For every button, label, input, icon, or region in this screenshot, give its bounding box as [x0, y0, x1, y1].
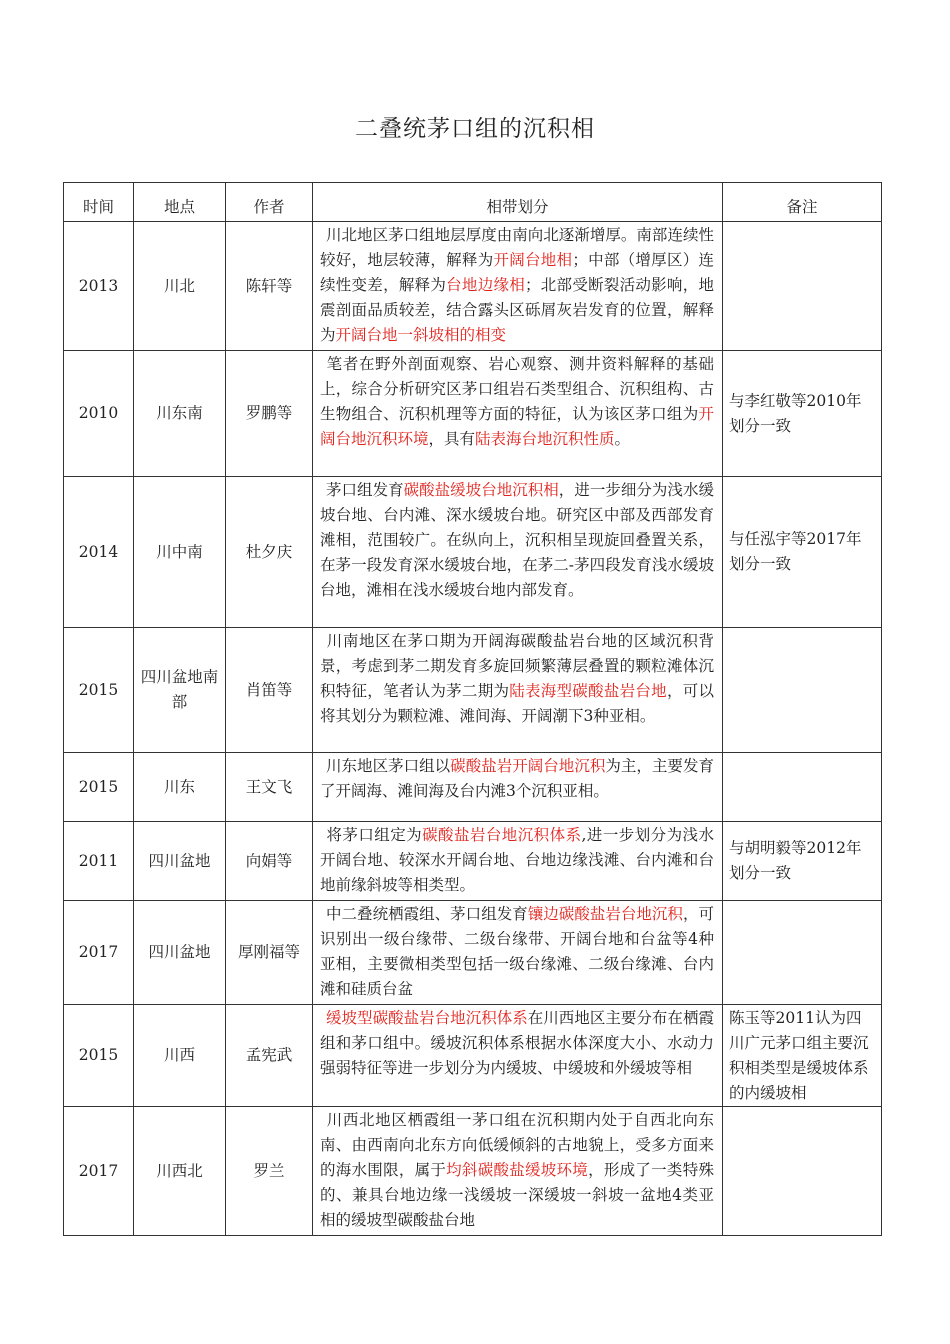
header-place: 地点: [134, 183, 226, 222]
facies-text: ，进一步细分为浅水缓坡台地、台内滩、深水缓坡台地。研究区中部及西部发育滩相，范围较广。在纵向上，沉积相呈现旋回叠置关系，在茅一段发育深水缓坡台地，在茅二-茅四段发育浅水缓坡台地，滩相在浅水缓坡台地内部发育。: [320, 481, 714, 599]
year-cell: 2015: [64, 1005, 134, 1107]
year-cell: 2011: [64, 822, 134, 901]
header-note: 备注: [723, 183, 882, 222]
table-row: [64, 351, 882, 477]
header-facies: 相带划分: [313, 183, 723, 222]
author-cell: 孟宪武: [226, 1005, 313, 1107]
author-cell: 王文飞: [226, 753, 313, 822]
author-cell: 肖笛等: [226, 628, 313, 753]
facies-text: 茅口组发育: [326, 481, 404, 499]
year-cell: 2014: [64, 477, 134, 628]
sedimentary-facies-table: [63, 182, 882, 1236]
note-cell: 与任泓宇等2017年划分一致: [723, 477, 882, 628]
header-time: 时间: [64, 183, 134, 222]
facies-highlight: 碳酸盐岩台地沉积体系: [422, 826, 582, 844]
facies-text: 在川西地区主要分布在栖霞组和茅口组中。缓坡沉积体系根据水体深度大小、水动力强弱特征等进一步划分为内缓坡、中缓坡和外缓坡等相: [320, 1009, 714, 1077]
place-cell: 四川盆地: [134, 822, 226, 901]
year-cell: 2015: [64, 753, 134, 822]
author-cell: 杜夕庆: [226, 477, 313, 628]
facies-cell: [313, 1107, 723, 1236]
author-cell: 罗兰: [226, 1107, 313, 1236]
table-row: [64, 222, 882, 351]
place-cell: 川东南: [134, 351, 226, 477]
table-row: [64, 1107, 882, 1236]
facies-highlight: 陆表海型碳酸盐岩台地: [509, 682, 667, 700]
facies-highlight: 碳酸盐岩开阔台地沉积: [450, 757, 606, 775]
facies-cell: [313, 351, 723, 477]
table-row: [64, 477, 882, 628]
note-cell: [723, 222, 882, 351]
year-cell: 2013: [64, 222, 134, 351]
facies-cell: [313, 822, 723, 901]
table-row: [64, 753, 882, 822]
year-cell: 2017: [64, 1107, 134, 1236]
facies-text: 笔者在野外剖面观察、岩心观察、测井资料解释的基础上，综合分析研究区茅口组岩石类型组合、沉积组构、古生物组合、沉积机理等方面的特征，认为该区茅口组为: [320, 355, 714, 423]
facies-cell: [313, 753, 723, 822]
facies-text: 川北地区茅口组地层厚度由南向北逐渐增厚。南部连续性较好，地层较薄，解释为: [320, 226, 714, 269]
note-cell: [723, 901, 882, 1005]
table-row: [64, 901, 882, 1005]
place-cell: 四川盆地: [134, 901, 226, 1005]
facies-text: ,进一步划分为浅水开阔台地、较深水开阔台地、台地边缘浅滩、台内滩和台地前缘斜坡等相类型。: [320, 826, 714, 894]
place-cell: 川中南: [134, 477, 226, 628]
facies-highlight: 碳酸盐缓坡台地沉积相: [403, 481, 559, 499]
author-cell: 罗鹏等: [226, 351, 313, 477]
table-row: [64, 628, 882, 753]
facies-cell: [313, 477, 723, 628]
facies-text: 川东地区茅口组以: [326, 757, 451, 775]
facies-cell: [313, 901, 723, 1005]
facies-text: ；北部受断裂活动影响，地震剖面品质较差，结合露头区砾屑灰岩发育的位置，解释为: [320, 276, 714, 344]
note-cell: 与胡明毅等2012年划分一致: [723, 822, 882, 901]
facies-cell: [313, 222, 723, 351]
facies-highlight: 均斜碳酸盐缓坡环境: [446, 1161, 589, 1179]
note-cell: [723, 1107, 882, 1236]
place-cell: 川东: [134, 753, 226, 822]
facies-text: 将茅口组定为: [326, 826, 423, 844]
facies-text: 中二叠统栖霞组、茅口组发育: [326, 905, 528, 923]
year-cell: 2017: [64, 901, 134, 1005]
facies-text: ；中部（增厚区）连续性变差，解释为: [320, 251, 714, 294]
place-cell: 川西北: [134, 1107, 226, 1236]
note-cell: [723, 753, 882, 822]
facies-text: 川西北地区栖霞组一茅口组在沉积期内处于自西北向东南、由西南向北东方向低缓倾斜的古地貌上，受多方面来的海水围限，属于: [320, 1111, 714, 1179]
facies-highlight: 镶边碳酸盐岩台地沉积: [527, 905, 683, 923]
facies-cell: [313, 1005, 723, 1107]
facies-text: 为主，主要发育了开阔海、滩间海及台内滩3个沉积亚相。: [320, 757, 714, 800]
facies-highlight: 开阔台地沉积环境: [320, 405, 714, 448]
facies-text: ，可识别出一级台缘带、二级台缘带、开阔台地和台盆等4种亚相，主要微相类型包括一级台缘滩、二级台缘滩、台内滩和硅质台盆: [320, 905, 714, 998]
facies-text: ，可以将其划分为颗粒滩、滩间海、开阔潮下3种亚相。: [320, 682, 714, 725]
year-cell: 2010: [64, 351, 134, 477]
table-row: [64, 1005, 882, 1107]
table-row: [64, 822, 882, 901]
facies-text: 。: [614, 430, 631, 448]
author-cell: 厚刚福等: [226, 901, 313, 1005]
facies-text: ，形成了一类特殊的、兼具台地边缘一浅缓坡一深缓坡一斜坡一盆地4类亚相的缓坡型碳酸盐台地: [320, 1161, 714, 1229]
facies-text: 川南地区在茅口期为开阔海碳酸盐岩台地的区域沉积背景，考虑到茅二期发育多旋回频繁薄层叠置的颗粒滩体沉积特征，笔者认为茅二期为: [320, 632, 714, 700]
note-cell: 陈玉等2011认为四川广元茅口组主要沉积相类型是缓坡体系的内缓坡相: [723, 1005, 882, 1107]
place-cell: 川北: [134, 222, 226, 351]
place-cell: 川西: [134, 1005, 226, 1107]
year-cell: 2015: [64, 628, 134, 753]
facies-highlight: 陆表海台地沉积性质: [475, 430, 615, 448]
header-author: 作者: [226, 183, 313, 222]
facies-cell: [313, 628, 723, 753]
place-cell: 四川盆地南部: [134, 628, 226, 753]
facies-highlight: 开阔台地一斜坡相的相变: [335, 326, 507, 344]
facies-highlight: 开阔台地相: [493, 251, 573, 269]
facies-text: ，具有: [428, 430, 476, 448]
note-cell: [723, 628, 882, 753]
document-title: 二叠统茅口组的沉积相: [355, 116, 595, 142]
note-cell: 与李红敬等2010年划分一致: [723, 351, 882, 477]
facies-highlight: 台地边缘相: [446, 276, 526, 294]
author-cell: 向娟等: [226, 822, 313, 901]
author-cell: 陈轩等: [226, 222, 313, 351]
table-header-row: [64, 183, 882, 222]
facies-highlight: 缓坡型碳酸盐岩台地沉积体系: [326, 1009, 528, 1027]
